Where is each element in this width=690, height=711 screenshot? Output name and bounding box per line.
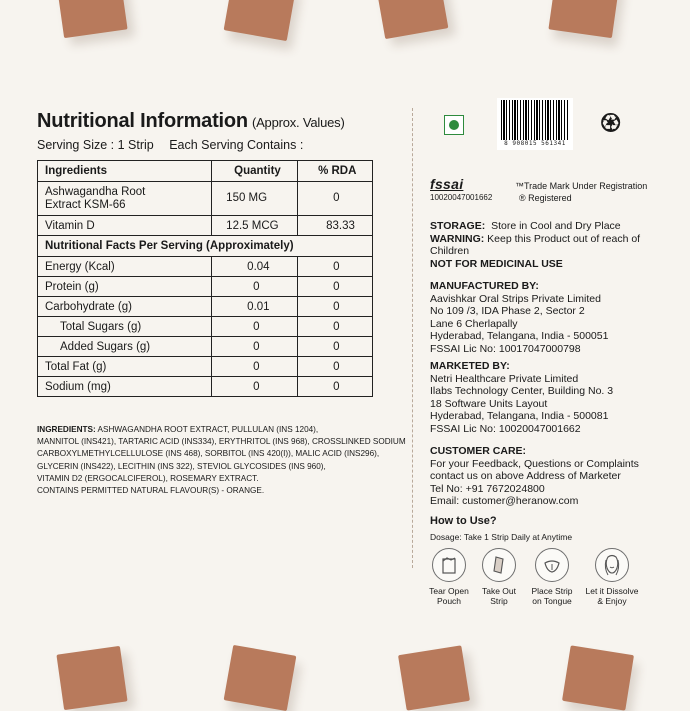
ingredients-line-text: ASHWAGANDHA ROOT EXTRACT, PULLULAN (INS 1204), (97, 425, 319, 434)
manufacturer-label: MANUFACTURED BY: (430, 280, 539, 292)
table-row (38, 317, 373, 337)
fact-qty: 0.04 (212, 257, 298, 277)
fact-qty: 0 (212, 357, 298, 377)
fact-qty: 0 (212, 317, 298, 337)
barcode-number: 8 908015 561341 (504, 140, 566, 147)
serving-info (37, 138, 303, 152)
decor-square (224, 645, 297, 711)
ingredients-line: MANNITOL (INS421), TARTARIC ACID (INS334), ERYTHRITOL (INS 968), CROSSLINKED SODIUM (37, 437, 406, 447)
table-row (38, 216, 373, 236)
step-label: Let it Dissolve (585, 586, 639, 596)
table-row (38, 277, 373, 297)
customer-care-line: contact us on above Address of Marketer (430, 470, 621, 483)
fact-rda: 0 (298, 377, 373, 397)
rda-cell: 0 (298, 182, 373, 216)
marketer-line: Hyderabad, Telangana, India - 500081 (430, 410, 609, 423)
notice-text: NOT FOR MEDICINAL USE (430, 257, 563, 270)
rda-cell: 83.33 (298, 216, 373, 236)
customer-care-label: CUSTOMER CARE: (430, 445, 527, 457)
step-label: on Tongue (532, 596, 572, 606)
storage-line (430, 220, 675, 233)
tongue-icon (535, 548, 569, 582)
barcode (497, 98, 573, 150)
fact-qty: 0 (212, 337, 298, 357)
quantity-cell: 150 MG (212, 182, 298, 216)
step-place-strip (522, 548, 582, 606)
decor-square (56, 646, 127, 710)
step-take-out (469, 548, 529, 606)
title-note: (Approx. Values) (251, 115, 345, 130)
fact-rda: 0 (298, 317, 373, 337)
ingredient-name (38, 182, 212, 216)
ingredients-line: CONTAINS PERMITTED NATURAL FLAVOUR(S) - ORANGE. (37, 486, 265, 496)
step-label: Tear Open (429, 586, 469, 596)
marketer-block (430, 360, 613, 436)
fact-rda: 0 (298, 357, 373, 377)
storage-text: Store in Cool and Dry Place (491, 220, 621, 232)
title-text: Nutritional Information (37, 110, 248, 132)
fssai-block (430, 176, 492, 202)
fact-name: Total Sugars (g) (38, 317, 212, 337)
warning-line (430, 233, 675, 258)
face-icon (595, 548, 629, 582)
ingredients-line (37, 424, 387, 436)
customer-care-phone: Tel No: +91 7672024800 (430, 482, 545, 495)
column-header: % RDA (298, 161, 373, 182)
warning-text: Keep this Product out of reach of Children (430, 232, 641, 258)
decor-square (56, 0, 127, 38)
decor-square (398, 645, 470, 710)
ingredient-name: Vitamin D (38, 216, 212, 236)
step-label: Pouch (436, 596, 462, 606)
strip-icon (482, 548, 516, 582)
pouch-icon (432, 548, 466, 582)
fact-qty: 0 (212, 377, 298, 397)
decor-square (548, 0, 619, 38)
step-dissolve (582, 548, 642, 606)
manufacturer-line: Aavishkar Oral Strips Private Limited (430, 292, 601, 305)
storage-label: STORAGE: (430, 220, 486, 232)
marketer-line: Netri Healthcare Private Limited (430, 372, 579, 385)
table-row (38, 337, 373, 357)
facts-heading: Nutritional Facts Per Serving (Approximately) (38, 236, 373, 257)
trademark-line: ™Trade Mark Under Registration (515, 181, 648, 191)
table-row (38, 377, 373, 397)
ingredients-label: INGREDIENTS: (37, 425, 96, 434)
table-row (38, 357, 373, 377)
step-label: & Enjoy (597, 596, 627, 606)
table-row (38, 297, 373, 317)
fact-rda: 0 (298, 277, 373, 297)
manufacturer-block (430, 280, 608, 356)
table-row (38, 257, 373, 277)
marketer-line: FSSAI Lic No: 10020047001662 (430, 422, 581, 435)
barcode-icon (501, 100, 569, 140)
marketer-label: MARKETED BY: (430, 360, 510, 372)
marketer-line: 18 Software Units Layout (430, 397, 548, 410)
dosage-text: Dosage: Take 1 Strip Daily at Anytime (430, 532, 573, 542)
fact-name: Energy (Kcal) (38, 257, 212, 277)
customer-care-line: For your Feedback, Questions or Complaints (430, 457, 639, 470)
how-to-title: How to Use? (430, 515, 497, 527)
serving-size: Serving Size : 1 Strip (37, 138, 154, 152)
fact-name: Protein (g) (38, 277, 212, 297)
fact-name: Carbohydrate (g) (38, 297, 212, 317)
notice-line (430, 258, 675, 271)
nutrition-table (37, 160, 373, 397)
ingredient-name-line: Ashwagandha Root (45, 185, 146, 198)
ingredients-text (37, 424, 406, 497)
facts-heading-row (38, 236, 373, 257)
manufacturer-line: Hyderabad, Telangana, India - 500051 (430, 330, 609, 343)
decor-square (562, 645, 634, 710)
fact-rda: 0 (298, 337, 373, 357)
fact-rda: 0 (298, 297, 373, 317)
fact-name: Total Fat (g) (38, 357, 212, 377)
table-header-row (38, 161, 373, 182)
step-label: Place Strip (531, 586, 573, 596)
fact-name: Sodium (mg) (38, 377, 212, 397)
recycle-icon: ♼ (599, 108, 623, 138)
veg-symbol-icon (444, 115, 464, 135)
ingredients-line: GLYCERIN (INS422), LECITHIN (INS 322), STEVIOL GLYCOSIDES (INS 960), (37, 461, 326, 471)
decor-square (224, 0, 297, 41)
serving-contains: Each Serving Contains : (169, 138, 304, 152)
fact-rda: 0 (298, 257, 373, 277)
dashed-divider (412, 108, 413, 568)
quantity-cell: 12.5 MCG (212, 216, 298, 236)
customer-care-email: Email: customer@heranow.com (430, 495, 579, 508)
manufacturer-line: No 109 /3, IDA Phase 2, Sector 2 (430, 305, 585, 318)
ingredients-line: VITAMIN D2 (ERGOCALCIFEROL), ROSEMARY EXTRACT. (37, 473, 259, 483)
manufacturer-line: FSSAI Lic No: 10017047000798 (430, 342, 581, 355)
manufacturer-line: Lane 6 Cherlapally (430, 317, 518, 330)
table-row (38, 182, 373, 216)
step-label: Take Out (481, 586, 517, 596)
fact-name: Added Sugars (g) (38, 337, 212, 357)
column-header: Quantity (212, 161, 298, 182)
trademark-note (515, 180, 647, 204)
fssai-license: 10020047001662 (430, 193, 493, 202)
fact-qty: 0 (212, 277, 298, 297)
customer-care-block (430, 445, 639, 508)
marketer-line: Ilabs Technology Center, Building No. 3 (430, 385, 614, 398)
ingredient-name-line: Extract KSM-66 (45, 198, 126, 211)
ingredients-line: CARBOXYLMETHYLCELLULOSE (INS 468), SORBITOL (INS 420(I)), MALIC ACID (INS296), (37, 449, 380, 459)
registered-line: ® Registered (519, 193, 572, 203)
storage-block (430, 220, 675, 270)
fact-qty: 0.01 (212, 297, 298, 317)
column-header: Ingredients (38, 161, 212, 182)
page-title (37, 110, 345, 133)
decor-square (376, 0, 449, 39)
step-label: Strip (490, 596, 508, 606)
fssai-logo: fssai (430, 176, 464, 192)
warning-label: WARNING: (430, 232, 485, 245)
